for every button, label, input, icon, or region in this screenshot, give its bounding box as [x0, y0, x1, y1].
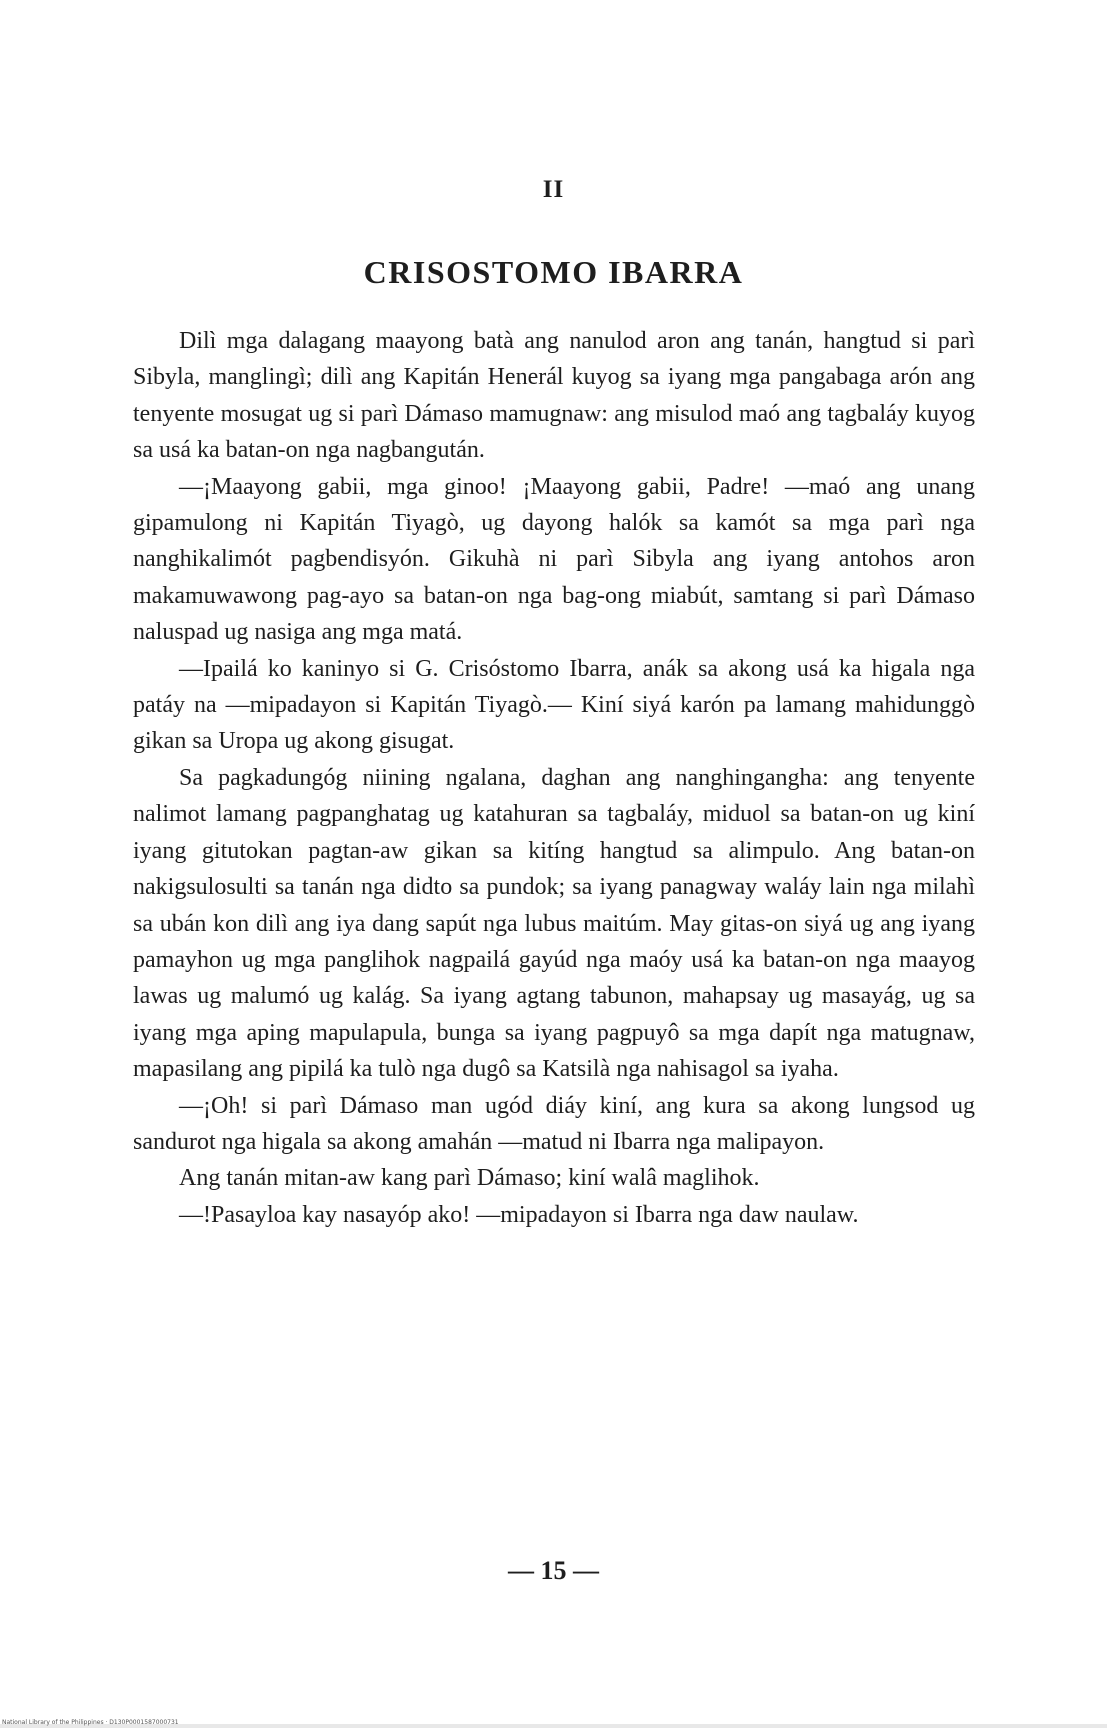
chapter-body	[133, 323, 975, 1233]
chapter-number: II	[542, 176, 565, 203]
chapter-title: CRISOSTOMO IBARRA	[363, 254, 744, 290]
paragraph: —¡Maayong gabii, mga ginoo! ¡Maayong gabii, Padre! —maó ang unang gipamulong ni Kapitán Tiyagò, ug dayong halók sa kamót sa mga parì nga nanghikalimót pagbendisyón. Gikuhà ni parì Sibyla ang iyang antohos aron makamuwawong pag-ayo sa batan-on nga bag-ong miabút, samtang si parì Dámaso naluspad ug nasiga ang mga matá.	[133, 473, 975, 646]
paragraph: —!Pasayloa kay nasayóp ako! —mipadayon si Ibarra nga daw naulaw.	[179, 1201, 859, 1228]
paragraph: —¡Oh! si parì Dámaso man ugód diáy kiní, ang kura sa akong lungsod ug sandurot nga higala sa akong amahán —matud ni Ibarra nga malipayon.	[133, 1092, 975, 1155]
paragraph: Ang tanán mitan-aw kang parì Dámaso; kiní walâ maglihok.	[179, 1165, 760, 1192]
library-footer-note: National Library of the Philippines · D130P0001587000731	[2, 1719, 179, 1726]
paragraph: —Ipailá ko kaninyo si G. Crisóstomo Ibarra, anák sa akong usá ka higala nga patáy na —mipadayon si Kapitán Tiyagò.— Kiní siyá karón pa lamang mahidunggò gikan sa Uropa ug akong gisugat.	[133, 655, 975, 755]
paragraph: Sa pagkadungóg niining ngalana, daghan ang nanghingangha: ang tenyente nalimot lamang pagpanghatag ug katahuran sa tagbaláy, miduol sa batan-on ug kiní iyang gitutokan pagtan-aw gikan sa kitíng hangtud sa alimpulo. Ang batan-on nakigsulosulti sa tanán nga didto sa pundok; sa iyang panagway waláy lain nga milahì sa ubán kon dilì ang iya dang sapút nga lubus maitúm. May gitas-on siyá ug ang iyang pamayhon ug mga panglihok nagpailá gayúd nga maóy usá ka batan-on nga maayog lawas ug malumó ug kalág. Sa iyang agtang tabunon, mahapsay ug masayág, ug sa iyang mga aping mapulapula, bunga sa iyang pagpuyô sa mga dapít nga matugnaw, mapasilang ang pipilá ka tulò nga dugô sa Katsilà nga nahisagol sa iyaha.	[133, 764, 975, 1083]
page-number: — 15 —	[508, 1556, 599, 1585]
paragraph: Dilì mga dalagang maayong batà ang nanulod aron ang tanán, hangtud si parì Sibyla, manglingì; dilì ang Kapitán Henerál kuyog sa iyang mga pangabaga arón ang tenyente mosugat ug si parì Dámaso mamugnaw: ang misulod maó ang tagbaláy kuyog sa usá ka batan-on nga nagbangután.	[133, 328, 975, 464]
